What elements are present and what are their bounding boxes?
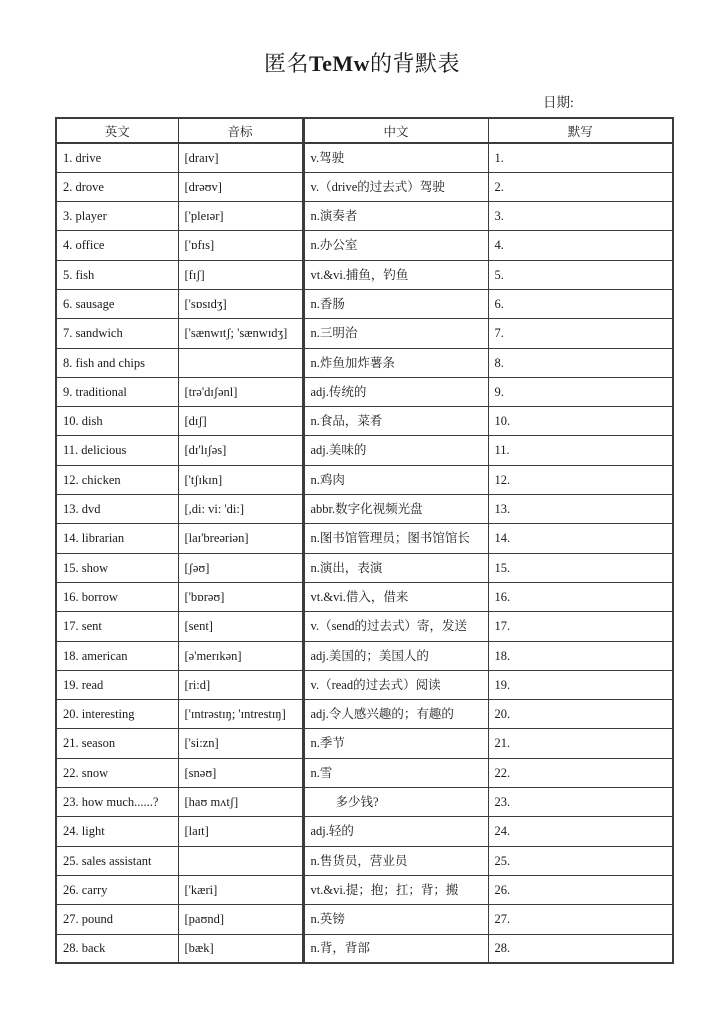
english-cell: 26. carry [56,875,178,904]
phonetic-cell: [dɪ'lɪʃəs] [178,436,303,465]
table-row [56,143,673,172]
table-row [56,348,673,377]
header-row [56,118,673,143]
english-cell: 5. fish [56,260,178,289]
phonetic-cell: [fɪʃ] [178,260,303,289]
chinese-cell: n.办公室 [303,231,488,260]
phonetic-cell: ['kæri] [178,875,303,904]
dictation-cell: 4. [488,231,673,260]
table-row [56,846,673,875]
phonetic-cell: [snəʊ] [178,758,303,787]
phonetic-cell: [paʊnd] [178,905,303,934]
header-english: 英文 [56,118,178,143]
title-owner-name: TeMw [308,51,371,76]
phonetic-cell: ['sænwɪtʃ; 'sænwɪdʒ] [178,319,303,348]
dictation-cell: 8. [488,348,673,377]
chinese-cell: v.（drive的过去式）驾驶 [303,172,488,201]
dictation-cell: 22. [488,758,673,787]
chinese-cell: n.食品，菜肴 [303,407,488,436]
chinese-cell: v.（send的过去式）寄，发送 [303,612,488,641]
chinese-cell: adj.美国的；美国人的 [303,641,488,670]
english-cell: 15. show [56,553,178,582]
dictation-cell: 24. [488,817,673,846]
table-row [56,377,673,406]
dictation-cell: 28. [488,934,673,963]
table-row [56,729,673,758]
english-cell: 11. delicious [56,436,178,465]
chinese-cell: n.图书馆管理员；图书馆馆长 [303,524,488,553]
table-row [56,934,673,963]
phonetic-cell: [ə'merɪkən] [178,641,303,670]
dictation-cell: 16. [488,582,673,611]
english-cell: 7. sandwich [56,319,178,348]
table-row [56,788,673,817]
english-cell: 14. librarian [56,524,178,553]
phonetic-cell: ['bɒrəʊ] [178,582,303,611]
table-row [56,260,673,289]
english-cell: 25. sales assistant [56,846,178,875]
vocab-table-body [56,143,673,963]
chinese-cell: 多少钱? [303,788,488,817]
chinese-cell: n.三明治 [303,319,488,348]
phonetic-cell: ['tʃɪkɪn] [178,465,303,494]
table-row [56,641,673,670]
phonetic-cell: [dɪʃ] [178,407,303,436]
chinese-cell: adj.美味的 [303,436,488,465]
phonetic-cell [178,348,303,377]
chinese-cell: v.驾驶 [303,143,488,172]
english-cell: 16. borrow [56,582,178,611]
english-cell: 2. drove [56,172,178,201]
dictation-cell: 3. [488,202,673,231]
english-cell: 22. snow [56,758,178,787]
table-row [56,436,673,465]
phonetic-cell: [bæk] [178,934,303,963]
dictation-cell: 23. [488,788,673,817]
chinese-cell: n.英镑 [303,905,488,934]
dictation-cell: 20. [488,700,673,729]
header-chinese: 中文 [303,118,488,143]
table-row [56,700,673,729]
phonetic-cell: [ʃəʊ] [178,553,303,582]
table-row [56,582,673,611]
english-cell: 4. office [56,231,178,260]
dictation-cell: 18. [488,641,673,670]
english-cell: 13. dvd [56,495,178,524]
chinese-cell: vt.&vi.借入，借来 [303,582,488,611]
english-cell: 1. drive [56,143,178,172]
table-row [56,670,673,699]
chinese-cell: adj.轻的 [303,817,488,846]
english-cell: 23. how much......? [56,788,178,817]
dictation-cell: 13. [488,495,673,524]
chinese-cell: n.香肠 [303,289,488,318]
chinese-cell: vt.&vi.捕鱼，钓鱼 [303,260,488,289]
english-cell: 9. traditional [56,377,178,406]
phonetic-cell: [haʊ mʌtʃ] [178,788,303,817]
english-cell: 20. interesting [56,700,178,729]
chinese-cell: n.演奏者 [303,202,488,231]
english-cell: 8. fish and chips [56,348,178,377]
date-label: 日期: [543,95,574,110]
table-row [56,553,673,582]
phonetic-cell: ['si:zn] [178,729,303,758]
phonetic-cell: [laɪ'breəriən] [178,524,303,553]
dictation-cell: 2. [488,172,673,201]
table-row [56,875,673,904]
english-cell: 24. light [56,817,178,846]
phonetic-cell: [sent] [178,612,303,641]
phonetic-cell: [draɪv] [178,143,303,172]
phonetic-cell: [drəʊv] [178,172,303,201]
phonetic-cell: ['pleɪər] [178,202,303,231]
phonetic-cell: [trə'dɪʃənl] [178,377,303,406]
english-cell: 6. sausage [56,289,178,318]
dictation-cell: 1. [488,143,673,172]
phonetic-cell: [,di: vi: 'di:] [178,495,303,524]
dictation-cell: 25. [488,846,673,875]
table-row [56,465,673,494]
header-phonetic: 音标 [178,118,303,143]
english-cell: 10. dish [56,407,178,436]
english-cell: 3. player [56,202,178,231]
table-row [56,172,673,201]
chinese-cell: abbr.数字化视频光盘 [303,495,488,524]
chinese-cell: n.雪 [303,758,488,787]
dictation-cell: 5. [488,260,673,289]
dictation-cell: 26. [488,875,673,904]
chinese-cell: n.季节 [303,729,488,758]
english-cell: 19. read [56,670,178,699]
dictation-cell: 27. [488,905,673,934]
table-row [56,289,673,318]
table-row [56,905,673,934]
english-cell: 12. chicken [56,465,178,494]
title-suffix: 的背默表 [370,51,461,76]
table-row [56,758,673,787]
header-dictation: 默写 [488,118,673,143]
dictation-cell: 9. [488,377,673,406]
chinese-cell: n.售货员，营业员 [303,846,488,875]
chinese-cell: adj.令人感兴趣的；有趣的 [303,700,488,729]
chinese-cell: n.演出，表演 [303,553,488,582]
table-row [56,407,673,436]
dictation-cell: 10. [488,407,673,436]
vocab-table [55,117,674,964]
english-cell: 17. sent [56,612,178,641]
dictation-cell: 6. [488,289,673,318]
table-row [56,319,673,348]
chinese-cell: n.背，背部 [303,934,488,963]
dictation-cell: 19. [488,670,673,699]
phonetic-cell: ['ɒfɪs] [178,231,303,260]
dictation-cell: 21. [488,729,673,758]
dictation-cell: 17. [488,612,673,641]
chinese-cell: adj.传统的 [303,377,488,406]
dictation-cell: 14. [488,524,673,553]
english-cell: 18. american [56,641,178,670]
phonetic-cell: ['sɒsɪdʒ] [178,289,303,318]
table-row [56,231,673,260]
chinese-cell: n.炸鱼加炸薯条 [303,348,488,377]
table-row [56,495,673,524]
phonetic-cell: [ri:d] [178,670,303,699]
chinese-cell: n.鸡肉 [303,465,488,494]
table-row [56,612,673,641]
phonetic-cell: ['ɪntrəstɪŋ; 'ɪntrestɪŋ] [178,700,303,729]
chinese-cell: vt.&vi.提；抱；扛；背；搬 [303,875,488,904]
phonetic-cell [178,846,303,875]
table-row [56,524,673,553]
dictation-cell: 7. [488,319,673,348]
dictation-cell: 12. [488,465,673,494]
title-prefix: 匿名 [263,51,309,76]
english-cell: 28. back [56,934,178,963]
english-cell: 27. pound [56,905,178,934]
dictation-cell: 15. [488,553,673,582]
chinese-cell: v.（read的过去式）阅读 [303,670,488,699]
dictation-cell: 11. [488,436,673,465]
table-row [56,817,673,846]
table-row [56,202,673,231]
english-cell: 21. season [56,729,178,758]
page-title [0,47,724,78]
phonetic-cell: [laɪt] [178,817,303,846]
